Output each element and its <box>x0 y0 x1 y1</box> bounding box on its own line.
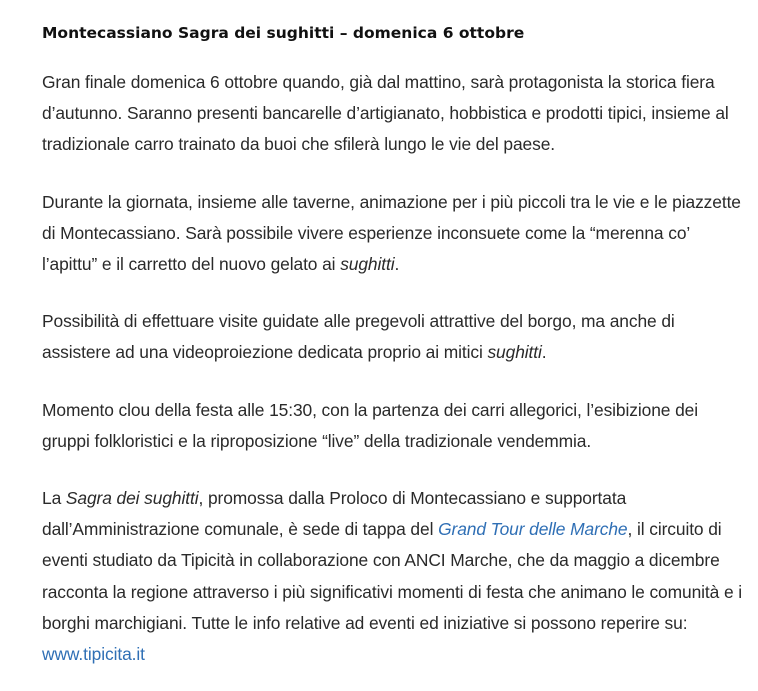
paragraph-fiera <box>42 67 742 161</box>
paragraph-visite-text: Possibilità di effettuare visite guidate alle pregevoli attrattive del borgo, ma anche di assistere ad una videoproiezione dedicata proprio ai mitici <box>42 311 675 363</box>
tipicita-link[interactable]: www.tipicita.it <box>42 644 145 665</box>
paragraph-sagra-info-mid2: , il circuito di eventi studiato da Tipicità in collaborazione con ANCI Marche, che da maggio a dicembre racconta la regione attraverso i più significativi momenti di festa che animano le comunità e i borghi marchigiani. Tutte le info relative ad eventi ed iniziative si possono reperire su: <box>42 519 743 633</box>
sughitti-italic: sughitti <box>487 342 542 363</box>
sagra-name-italic: Sagra dei sughitti <box>65 488 199 509</box>
paragraph-momento-clou <box>42 395 742 457</box>
article-title: Montecassiano Sagra dei sughitti – domenica 6 ottobre <box>42 24 525 42</box>
grand-tour-link[interactable]: Grand Tour delle Marche <box>438 519 628 540</box>
paragraph-giornata <box>42 187 742 281</box>
paragraph-giornata-text: Durante la giornata, insieme alle taverne, animazione per i più piccoli tra le vie e le piazzette di Montecassiano. Sarà possibile vivere esperienze inconsuete come la “merenna co’ l’apittu” e il carretto del nuovo gelato ai <box>42 191 741 275</box>
sughitti-italic: sughitti <box>340 254 395 275</box>
paragraph-sagra-info-start: La <box>42 488 66 509</box>
paragraph-sagra-info-mid1: , promossa dalla Proloco di Montecassiano e supportata dall’Amministrazione comunale, è sede di tappa del <box>42 488 627 540</box>
paragraph-fiera-text: Gran finale domenica 6 ottobre quando, già dal mattino, sarà protagonista la storica fiera d’autunno. Saranno presenti bancarelle d’artigianato, hobbistica e prodotti tipici, insieme al tradizionale carro trainato da buoi che sfilerà lungo le vie del paese. <box>42 72 729 155</box>
paragraph-visite <box>42 306 742 368</box>
article <box>42 22 742 670</box>
paragraph-giornata-end: . <box>394 254 400 275</box>
paragraph-sagra-info <box>42 483 742 670</box>
paragraph-momento-clou-text: Momento clou della festa alle 15:30, con la partenza dei carri allegorici, l’esibizione dei gruppi folkloristici e la riproposizione “live” della tradizionale vendemmia. <box>42 399 698 451</box>
paragraph-visite-end: . <box>541 342 547 363</box>
